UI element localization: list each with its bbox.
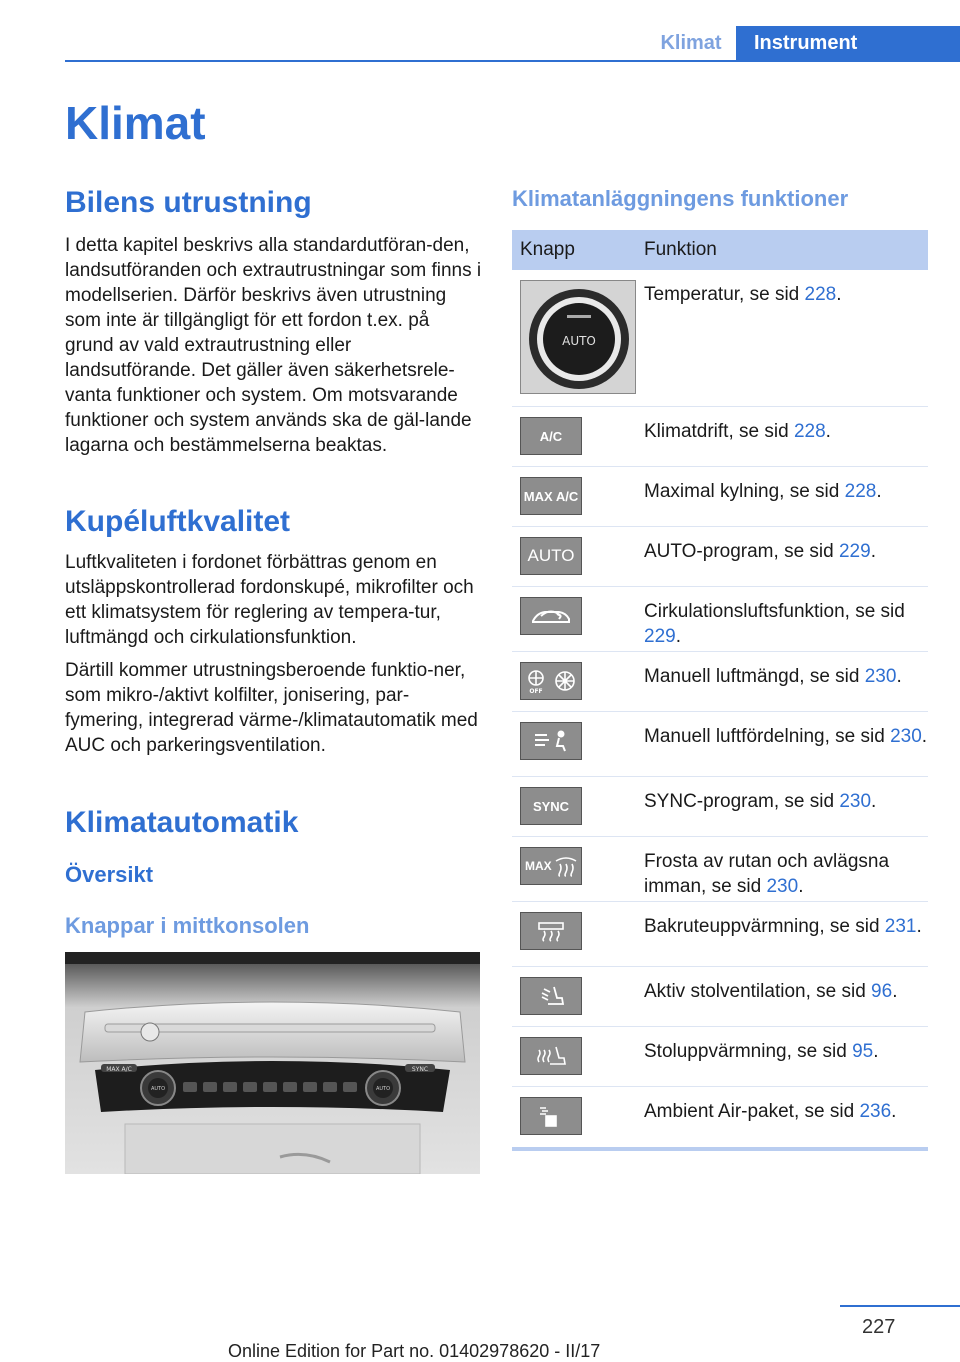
fan-off-label: OFF bbox=[529, 688, 543, 695]
seat-heating-icon bbox=[520, 1037, 582, 1075]
page-number: 227 bbox=[862, 1316, 896, 1338]
ac-button-icon: A/C bbox=[520, 417, 582, 455]
table-bottom-rule bbox=[512, 1147, 928, 1151]
air-distribution-icon bbox=[520, 722, 582, 760]
air-quality-paragraph-1: Luftkvaliteten i fordonet förbättras genom en utsläppskontrollerad fordonskupé, mikrofilter och ett klimatsystem för reglering av tempera-tur, luftmängd och cirkulationsfunktion. bbox=[65, 552, 474, 648]
page-ref-link[interactable]: 228 bbox=[793, 421, 826, 442]
center-console-illustration bbox=[65, 952, 480, 1174]
table-row: OFF Manuell luftmängd, se sid 230. bbox=[512, 652, 928, 712]
fan-speed-icon bbox=[520, 662, 582, 700]
section-heading-equipment: Bilens utrustning bbox=[65, 186, 312, 219]
max-ac-button-icon: MAX A/C bbox=[520, 477, 582, 515]
page-ref-link[interactable]: 229 bbox=[838, 541, 871, 562]
photo-label-auto-right: AUTO bbox=[375, 1086, 391, 1092]
section-heading-automatic-climate: Klimatautomatik bbox=[65, 806, 299, 839]
header-rule bbox=[65, 60, 960, 62]
table-row: Aktiv stolventilation, se sid 96. bbox=[512, 967, 928, 1027]
recirculation-icon bbox=[520, 597, 582, 635]
section-heading-air-quality: Kupéluftkvalitet bbox=[65, 505, 291, 538]
equipment-paragraph: I detta kapitel beskrivs alla standardutföran-den, landsutföranden och extrautrustningar som finns i modellserien. Därför beskrivs även utrustning som inte är tillgängligt för ett fordon t.ex. på grund av vald extrautrustning eller landsutförande. Det gäller även säkerhetsrele-vanta funktioner och system. Om motsvarande funktioner och system används ska de gäl-lande lagarna och bestämmelserna beaktas. bbox=[65, 235, 482, 456]
auto-knob-label: AUTO bbox=[562, 334, 596, 348]
rear-window-heating-icon bbox=[520, 912, 582, 950]
ambient-air-icon bbox=[520, 1097, 582, 1135]
col-header-button: Knapp bbox=[520, 239, 575, 260]
max-defrost-icon: MAX bbox=[520, 847, 582, 885]
center-console-photo bbox=[65, 952, 480, 1174]
functions-table-title: Klimatanläggningens funktioner bbox=[512, 186, 849, 211]
header-tab-instrument[interactable]: Instrument bbox=[736, 26, 960, 62]
page-ref-link[interactable]: 228 bbox=[804, 284, 837, 305]
edition-footer: Online Edition for Part no. 01402978620 - II/17 bbox=[228, 1341, 601, 1361]
footer-rule bbox=[840, 1305, 960, 1307]
photo-label-auto-left: AUTO bbox=[150, 1086, 166, 1092]
temperature-knob-icon bbox=[520, 280, 636, 394]
col-header-function: Funktion bbox=[644, 239, 717, 260]
header-tab-klimat[interactable]: Klimat bbox=[660, 32, 722, 54]
table-row: Cirkulationsluftsfunktion, se sid 229. bbox=[512, 587, 928, 652]
table-row bbox=[512, 270, 928, 407]
photo-label-max-ac: MAX A/C bbox=[106, 1066, 132, 1073]
functions-table bbox=[512, 230, 928, 1151]
table-row: Bakruteuppvärmning, se sid 231. bbox=[512, 902, 928, 967]
table-row: Stoluppvärmning, se sid 95. bbox=[512, 1027, 928, 1087]
table-row: MAX A/C Maximal kylning, se sid 228. bbox=[512, 467, 928, 527]
table-row: Ambient Air-paket, se sid 236. bbox=[512, 1087, 928, 1147]
subheading-overview: Översikt bbox=[65, 862, 154, 887]
page-ref-link[interactable]: 95 bbox=[852, 1041, 874, 1062]
photo-label-sync: SYNC bbox=[411, 1066, 429, 1073]
page-ref-link[interactable]: 229 bbox=[644, 626, 676, 647]
page-ref-link[interactable]: 231 bbox=[884, 916, 917, 937]
page-title: Klimat bbox=[65, 97, 206, 149]
table-row: A/C Klimatdrift, se sid 228. bbox=[512, 407, 928, 467]
page-ref-link[interactable]: 96 bbox=[871, 981, 893, 1002]
table-row: AUTO AUTO-program, se sid 229. bbox=[512, 527, 928, 587]
row-temperature-text: Temperatur, se sid 228. bbox=[644, 284, 842, 305]
seat-ventilation-icon bbox=[520, 977, 582, 1015]
page-ref-link[interactable]: 228 bbox=[844, 481, 877, 502]
subheading-console-buttons: Knappar i mittkonsolen bbox=[65, 913, 310, 938]
page-ref-link[interactable]: 230 bbox=[766, 876, 799, 897]
sync-button-icon: SYNC bbox=[520, 787, 582, 825]
page-ref-link[interactable]: 230 bbox=[839, 791, 872, 812]
table-row: Manuell luftfördelning, se sid 230. bbox=[512, 712, 928, 777]
page-ref-link[interactable]: 230 bbox=[890, 726, 922, 747]
page-ref-link[interactable]: 236 bbox=[859, 1101, 892, 1122]
table-row: MAX Frosta av rutan och avlägsna imman, se sid 230. bbox=[512, 837, 928, 902]
table-row: SYNC SYNC-program, se sid 230. bbox=[512, 777, 928, 837]
auto-button-icon: AUTO bbox=[520, 537, 582, 575]
air-quality-paragraph-2: Därtill kommer utrustningsberoende funktio-ner, som mikro-/aktivt kolfilter, jonisering, par-fymering, integrerad värme-/klimatautomatik med AUC och parkeringsventilation. bbox=[65, 660, 478, 756]
page-ref-link[interactable]: 230 bbox=[864, 666, 897, 687]
table-header bbox=[512, 230, 928, 270]
